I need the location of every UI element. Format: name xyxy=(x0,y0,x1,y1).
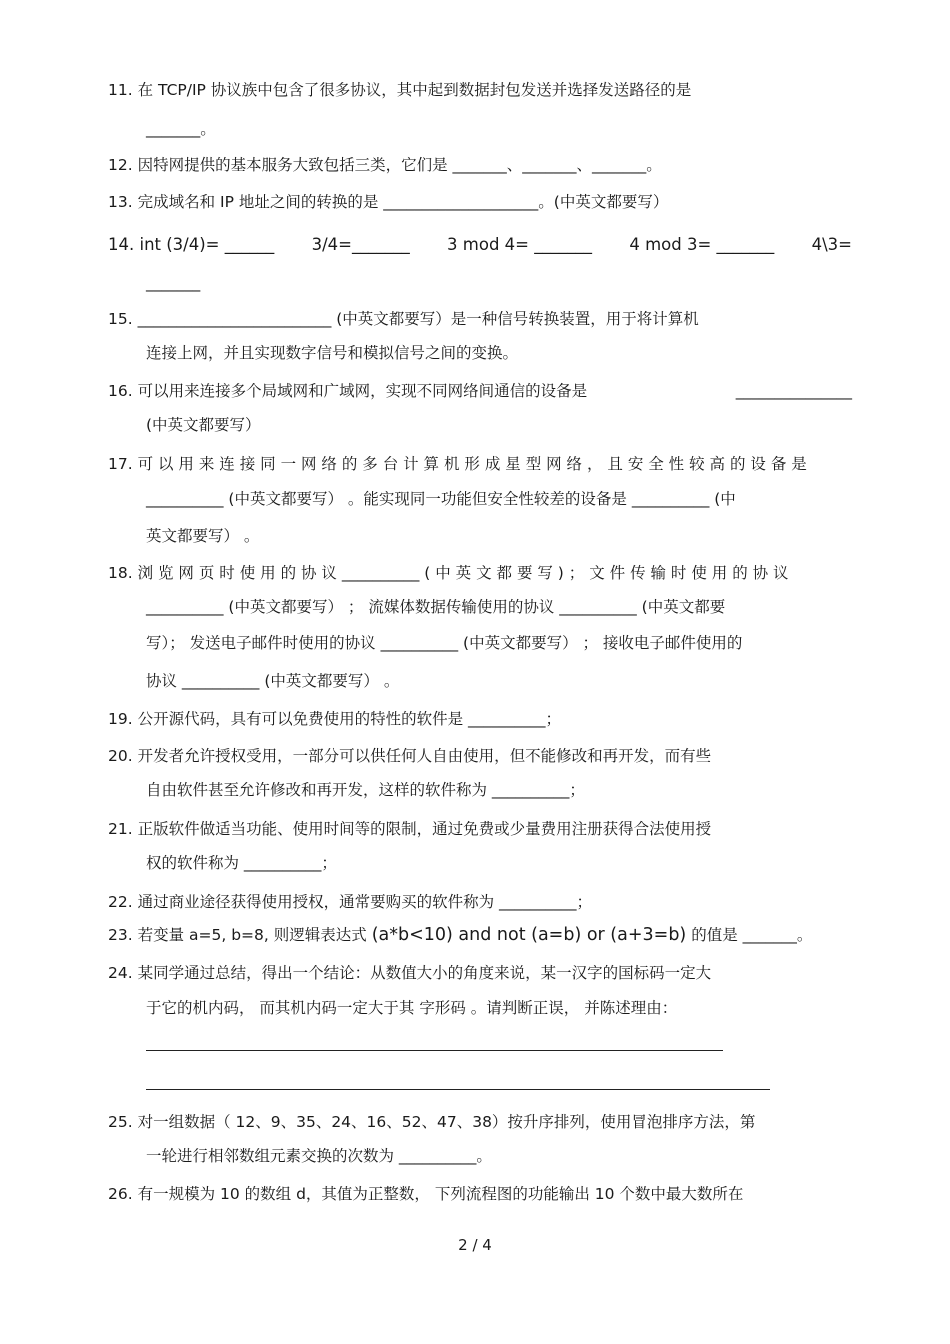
q17-line3: 英文都要写） 。 xyxy=(146,527,260,545)
q14-line2: _______ xyxy=(146,274,201,292)
q24-answer-line-1 xyxy=(146,1050,723,1051)
q23-line1 xyxy=(108,925,812,945)
q26-line1: 26. 有一规模为 10 的数组 d，其值为正整数， 下列流程图的功能输出 10 个数中最大数所在 xyxy=(108,1185,744,1203)
q22-line1: 22. 通过商业途径获得使用授权，通常要购买的软件称为 __________； xyxy=(108,893,593,911)
q11-line1: 11. 在 TCP/IP 协议族中包含了很多协议，其中起到数据封包发送并选择发送路径的是 xyxy=(108,81,692,99)
q18-line4: 协议 __________ (中英文都要写） 。 xyxy=(146,672,400,690)
q14-part-div: 3/4=_______ xyxy=(311,235,410,254)
q25-line1: 25. 对一组数据（ 12、9、35、24、16、52、47、38）按升序排列，使用冒泡排序方法，第 xyxy=(108,1113,756,1131)
q18-line1: 18. 浏 览 网 页 时 使 用 的 协 议 __________ ( 中 英 文 都 要 写 ) ； 文 件 传 输 时 使 用 的 协 议 xyxy=(108,564,789,582)
q17-line1: 17. 可 以 用 来 连 接 同 一 网 络 的 多 台 计 算 机 形 成 星 型 网 络 ， 且 安 全 性 较 高 的 设 备 是 xyxy=(108,455,807,473)
page-number: 2 / 4 xyxy=(458,1236,492,1254)
q15-line1: 15. _________________________ (中英文都要写）是一种信号转换装置，用于将计算机 xyxy=(108,310,699,328)
q14-part-mod1: 3 mod 4= _______ xyxy=(447,235,592,254)
q23-prefix: 23. 若变量 a=5, b=8, 则逻辑表达式 xyxy=(108,926,372,944)
q11-line2: _______。 xyxy=(146,120,216,138)
q18-line2: __________ (中英文都要写） ； 流媒体数据传输使用的协议 __________ (中英文都要 xyxy=(146,598,726,616)
q14-line1 xyxy=(108,235,852,255)
q14-part-int: 14. int (3/4)= ______ xyxy=(108,235,275,254)
q20-line1: 20. 开发者允许授权受用，一部分可以供任何人自由使用，但不能修改和再开发，而有些 xyxy=(108,747,712,765)
q19-line1: 19. 公开源代码，具有可以免费使用的特性的软件是 __________； xyxy=(108,710,562,728)
q14-part-mod2: 4 mod 3= _______ xyxy=(629,235,775,254)
q21-line1: 21. 正版软件做适当功能、使用时间等的限制，通过免费或少量费用注册获得合法使用授 xyxy=(108,820,712,838)
q23-expression: (a*b<10) and not (a=b) or (a+3=b) xyxy=(371,925,687,945)
q12-line1: 12. 因特网提供的基本服务大致包括三类，它们是 _______、_______、_______。 xyxy=(108,156,662,174)
q20-line2: 自由软件甚至允许修改和再开发，这样的软件称为 __________； xyxy=(146,781,585,799)
q16-text: 16. 可以用来连接多个局域网和广域网，实现不同网络间通信的设备是 xyxy=(108,382,588,400)
q14-part-intdiv: 4\3= xyxy=(811,235,852,254)
q24-answer-line-2 xyxy=(146,1089,770,1090)
q25-line2: 一轮进行相邻数组元素交换的次数为 __________。 xyxy=(146,1147,492,1165)
q16-blank: _______________ xyxy=(735,382,852,400)
q16-line1 xyxy=(108,381,852,401)
q23-suffix: 的值是 _______。 xyxy=(686,926,813,944)
q18-line3: 写）； 发送电子邮件时使用的协议 __________ (中英文都要写） ； 接收电子邮件使用的 xyxy=(146,634,743,652)
q13-line1: 13. 完成域名和 IP 地址之间的转换的是 ____________________。(中英文都要写） xyxy=(108,193,669,211)
q15-line2: 连接上网，并且实现数字信号和模拟信号之间的变换。 xyxy=(146,344,519,362)
q16-line2: (中英文都要写） xyxy=(146,416,261,434)
q17-line2: __________ (中英文都要写） 。能实现同一功能但安全性较差的设备是 __________ (中 xyxy=(146,490,736,508)
q24-line2: 于它的机内码， 而其机内码一定大于其 字形码 。请判断正误， 并陈述理由： xyxy=(146,999,678,1017)
q21-line2: 权的软件称为 __________； xyxy=(146,854,337,872)
q24-line1: 24. 某同学通过总结，得出一个结论：从数值大小的角度来说，某一汉字的国标码一定大 xyxy=(108,964,712,982)
